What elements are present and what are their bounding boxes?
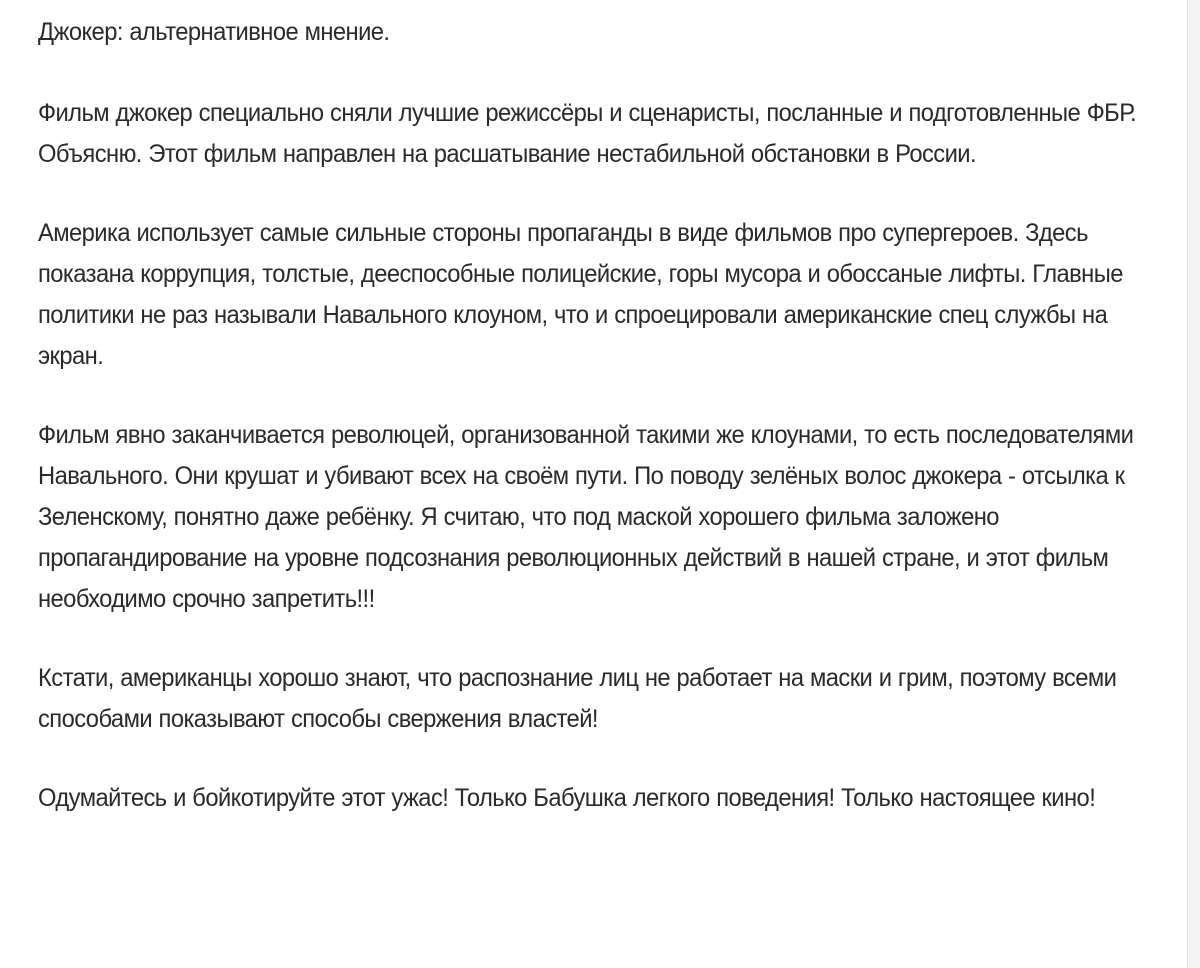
post-paragraph-3: Фильм явно заканчивается революцей, организованной такими же клоунами, то есть последователями Навального. Они крушат и убивают всех на своём пути. По поводу зелёных волос джокера - отсылка к Зеленскому, понятно даже ребёнку. Я считаю, что под маской хорошего фильма заложено пропагандирование на уровне подсознания революционных действий в нашей стране, и этот фильм необходимо срочно запретить!!!: [38, 421, 1134, 613]
post-title: Джокер: альтернативное мнение.: [38, 18, 390, 46]
post-paragraph-2: Америка использует самые сильные стороны пропаганды в виде фильмов про супергероев. Здесь показана коррупция, толстые, дееспособные полицейские, горы мусора и обоссаные лифты. Главные политики не раз называли Навального клоуном, что и спроецировали американские спец службы на экран.: [38, 219, 1123, 370]
post-paragraph-5: Одумайтесь и бойкотируйте этот ужас! Только Бабушка легкого поведения! Только настоящее кино!: [38, 784, 1096, 812]
post-paragraph-1: Фильм джокер специально сняли лучшие режиссёры и сценаристы, посланные и подготовленные ФБР. Объясню. Этот фильм направлен на расшатывание нестабильной обстановки в России.: [38, 99, 1137, 168]
post-body: [38, 12, 1148, 819]
post-paragraph-4: Кстати, американцы хорошо знают, что распознание лиц не работает на маски и грим, поэтому всеми способами показывают способы свержения властей!: [38, 664, 1117, 733]
vertical-scrollbar[interactable]: [1187, 0, 1200, 968]
